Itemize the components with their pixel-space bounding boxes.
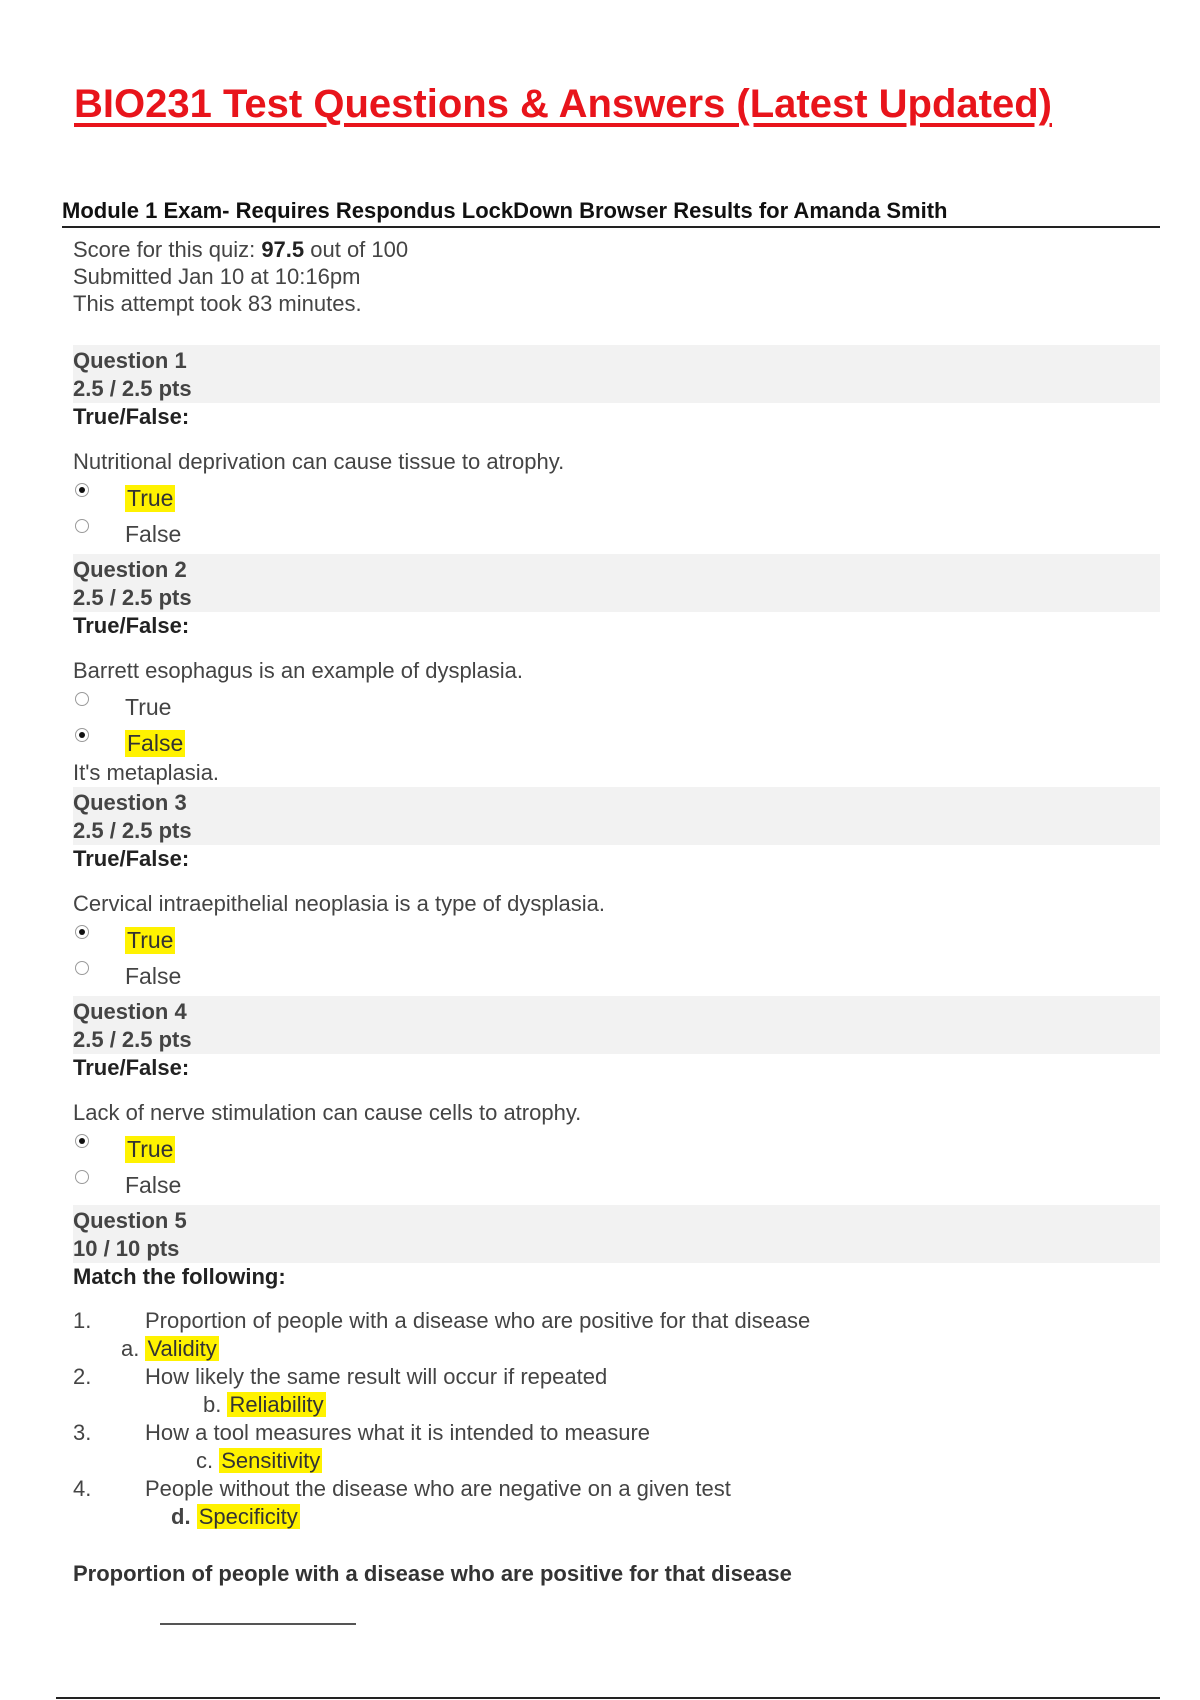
question-header bbox=[73, 787, 1160, 845]
question-type: True/False: bbox=[73, 613, 190, 638]
option-false[interactable]: False bbox=[73, 516, 1160, 552]
question-label: Question 4 bbox=[73, 999, 187, 1024]
question-label: Question 1 bbox=[73, 348, 187, 373]
question-label: Question 5 bbox=[73, 1208, 187, 1233]
divider bbox=[62, 226, 1160, 228]
question-1 bbox=[73, 345, 1160, 552]
question-points: 10 / 10 pts bbox=[73, 1236, 180, 1261]
answer-note: It's metaplasia. bbox=[73, 760, 220, 785]
question-label: Question 2 bbox=[73, 557, 187, 582]
match-answer: c. Sensitivity bbox=[196, 1448, 321, 1473]
option-false[interactable]: False bbox=[73, 958, 1160, 994]
match-prompt: Proportion of people with a disease who are positive for that disease bbox=[73, 1561, 792, 1586]
questions-list bbox=[73, 345, 1160, 1627]
question-header bbox=[73, 1205, 1160, 1263]
option-false[interactable]: False bbox=[73, 1167, 1160, 1203]
match-answer: b. Reliability bbox=[203, 1392, 324, 1417]
question-type: True/False: bbox=[73, 846, 190, 871]
question-3 bbox=[73, 787, 1160, 994]
question-points: 2.5 / 2.5 pts bbox=[73, 818, 192, 843]
page-title: BIO231 Test Questions & Answers (Latest Updated) bbox=[74, 82, 1052, 126]
option-false[interactable]: False bbox=[73, 725, 1160, 761]
question-text: Lack of nerve stimulation can cause cells to atrophy. bbox=[73, 1100, 582, 1125]
question-text: Barrett esophagus is an example of dysplasia. bbox=[73, 658, 524, 683]
divider bbox=[56, 1697, 1160, 1699]
match-item: 1. Proportion of people with a disease who are positive for that disease bbox=[73, 1308, 811, 1333]
question-type: Match the following: bbox=[73, 1264, 286, 1289]
exam-heading: Module 1 Exam- Requires Respondus LockDown Browser Results for Amanda Smith bbox=[62, 198, 948, 223]
match-item: 2. How likely the same result will occur if repeated bbox=[73, 1364, 608, 1389]
question-4 bbox=[73, 996, 1160, 1203]
radio-selected-icon[interactable] bbox=[75, 728, 89, 742]
quiz-summary bbox=[73, 236, 408, 317]
question-label: Question 3 bbox=[73, 790, 187, 815]
match-item: 4. People without the disease who are negative on a given test bbox=[73, 1476, 731, 1501]
radio-selected-icon[interactable] bbox=[75, 1134, 89, 1148]
question-text: Cervical intraepithelial neoplasia is a type of dysplasia. bbox=[73, 891, 605, 916]
radio-empty-icon[interactable] bbox=[75, 519, 89, 533]
radio-selected-icon[interactable] bbox=[75, 483, 89, 497]
score-line: Score for this quiz: 97.5 out of 100 bbox=[73, 237, 409, 262]
option-true[interactable]: True bbox=[73, 689, 1160, 725]
question-2 bbox=[73, 554, 1160, 785]
match-answer: d. Specificity bbox=[171, 1504, 298, 1529]
question-points: 2.5 / 2.5 pts bbox=[73, 376, 192, 401]
question-header bbox=[73, 345, 1160, 403]
option-true[interactable]: True bbox=[73, 480, 1160, 516]
radio-empty-icon[interactable] bbox=[75, 692, 89, 706]
radio-empty-icon[interactable] bbox=[75, 1170, 89, 1184]
duration-line: This attempt took 83 minutes. bbox=[73, 291, 362, 316]
question-points: 2.5 / 2.5 pts bbox=[73, 1027, 192, 1052]
answer-blank[interactable] bbox=[160, 1623, 356, 1625]
match-answer: a. Validity bbox=[121, 1336, 217, 1361]
radio-selected-icon[interactable] bbox=[75, 925, 89, 939]
option-true[interactable]: True bbox=[73, 1131, 1160, 1167]
question-5 bbox=[73, 1205, 1160, 1625]
match-item: 3. How a tool measures what it is intended to measure bbox=[73, 1420, 651, 1445]
option-true[interactable]: True bbox=[73, 922, 1160, 958]
question-points: 2.5 / 2.5 pts bbox=[73, 585, 192, 610]
question-header bbox=[73, 996, 1160, 1054]
score-value: 97.5 bbox=[261, 237, 305, 262]
question-type: True/False: bbox=[73, 404, 190, 429]
match-list bbox=[73, 1307, 1160, 1531]
radio-empty-icon[interactable] bbox=[75, 961, 89, 975]
submitted-line: Submitted Jan 10 at 10:16pm bbox=[73, 264, 361, 289]
question-header bbox=[73, 554, 1160, 612]
question-type: True/False: bbox=[73, 1055, 190, 1080]
question-text: Nutritional deprivation can cause tissue to atrophy. bbox=[73, 449, 565, 474]
